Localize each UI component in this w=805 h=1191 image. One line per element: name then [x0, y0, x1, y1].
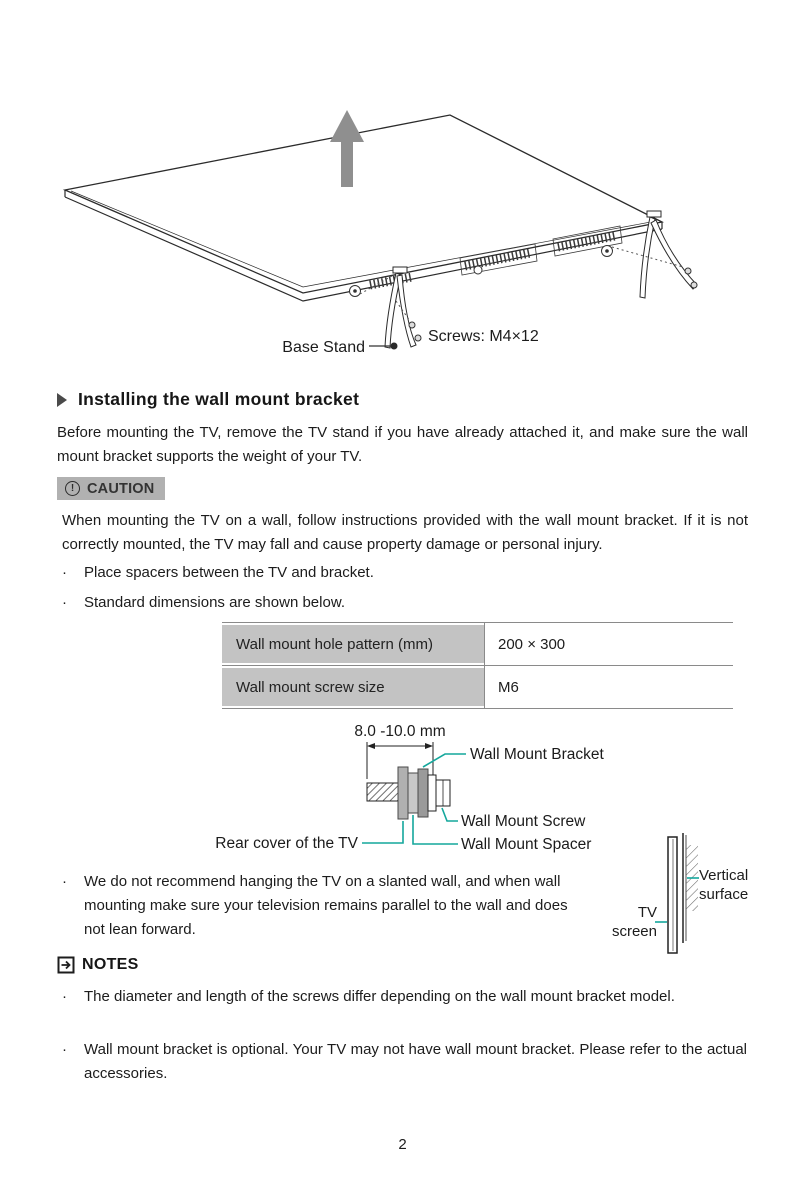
table-row	[222, 666, 733, 709]
bullet-text: Place spacers between the TV and bracket.	[84, 564, 374, 581]
section-arrow-icon	[57, 393, 67, 407]
note-item	[62, 985, 747, 1009]
table-row-label: Wall mount hole pattern (mm)	[222, 623, 484, 665]
bullet-text: The diameter and length of the screws differ depending on the wall mount bracket model.	[84, 988, 675, 1005]
wall-mount-spec-table	[222, 622, 733, 709]
wall-mount-bracket-label: Wall Mount Bracket	[470, 746, 604, 763]
bullet-dot: ·	[62, 873, 67, 890]
vertical-wall-diagram	[655, 833, 699, 953]
spacer-plate	[408, 773, 418, 813]
caution-icon: !	[65, 481, 80, 496]
bracket-plate	[418, 769, 428, 817]
section-heading	[57, 389, 359, 410]
note-item	[62, 1038, 747, 1086]
slanted-wall-note	[62, 870, 589, 942]
tv-stand-removal-diagram	[40, 95, 760, 370]
screws-label: Screws: M4×12	[428, 328, 539, 345]
screw-assembly	[367, 767, 450, 819]
rear-cover-label: Rear cover of the TV	[215, 835, 358, 852]
bullet-text: Wall mount bracket is optional. Your TV may not have wall mount bracket. Please refer to the actual accessories.	[84, 1041, 747, 1082]
notes-heading	[57, 956, 139, 974]
caution-paragraph: When mounting the TV on a wall, follow instructions provided with the wall mount bracket. If it is not correctly mounted, the TV may fall and cause property damage or personal injury.	[62, 512, 748, 553]
tv-screen-label: TV screen	[611, 904, 657, 940]
section-title: Installing the wall mount bracket	[78, 389, 360, 409]
bullet-dot: ·	[62, 564, 67, 581]
base-stand-leader-dot	[391, 343, 398, 350]
dimension-label: 8.0 -10.0 mm	[354, 723, 446, 740]
bullet-text: Standard dimensions are shown below.	[84, 594, 345, 611]
caution-label: CAUTION	[87, 480, 155, 497]
intro-paragraph: Before mounting the TV, remove the TV stand if you have already attached it, and make sure the wall mount bracket supports the weight of your TV.	[57, 424, 748, 465]
caution-bullet-spacers	[62, 561, 374, 585]
bullet-dot: ·	[62, 594, 67, 611]
bullet-dot: ·	[62, 1041, 67, 1058]
tv-panel	[65, 115, 662, 301]
table-row	[222, 623, 733, 666]
vertical-surface-label: Vertical surface	[699, 867, 749, 903]
caution-badge	[57, 477, 165, 500]
bullet-text: We do not recommend hanging the TV on a slanted wall, and when wall mounting make sure your television remains parallel to the wall and does not lean forward.	[84, 873, 568, 938]
base-stand-label: Base Stand	[282, 339, 365, 356]
base-stand-right	[640, 211, 697, 298]
notes-icon	[57, 956, 75, 974]
notes-label: NOTES	[82, 956, 139, 973]
wall-mount-spacer-label: Wall Mount Spacer	[461, 836, 592, 853]
rear-cover-plate	[398, 767, 408, 819]
screw-washer	[428, 775, 436, 811]
table-row-value: M6	[484, 666, 733, 708]
caution-bullet-dimensions	[62, 591, 345, 615]
bullet-dot: ·	[62, 988, 67, 1005]
table-row-label: Wall mount screw size	[222, 666, 484, 708]
table-row-value: 200 × 300	[484, 623, 733, 665]
page-number: 2	[398, 1136, 407, 1153]
tv-screen-shape	[668, 837, 677, 953]
wall-mount-screw-label: Wall Mount Screw	[461, 813, 586, 830]
